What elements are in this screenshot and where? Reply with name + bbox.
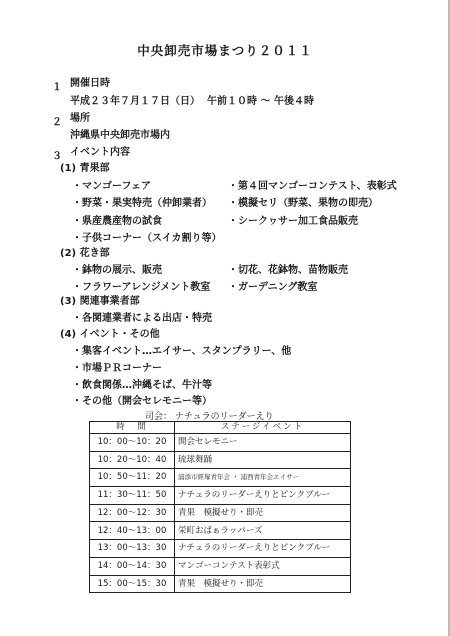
event-time: 午前１０時 〜 午後４時 [207, 96, 314, 107]
list-item: ・第４回マンゴーコンテスト、表彰式 [228, 181, 397, 192]
list-item: ・模擬セリ（野菜、果物の即売） [228, 198, 378, 209]
list-item: ・市場ＰＲコーナー [72, 363, 162, 374]
row-time: 12：00〜12：30 [90, 504, 175, 522]
list-item: ・フラワーアレンジメント教室 [72, 282, 211, 293]
table-row [90, 522, 351, 540]
list-item: ・マンゴーフェア [72, 181, 151, 192]
page-title: 中央卸売市場まつり２０１１ [137, 43, 313, 58]
row-event: ナチュラのリーダーえりとピンクブルー [175, 540, 351, 558]
mc-credit: 司会： ナチュラのリーダーえり [145, 412, 274, 422]
section-number: １ [52, 82, 62, 93]
section-heading-place: 場所 [70, 113, 90, 124]
group-label-flowers: (2) 花き部 [60, 248, 110, 259]
row-time: 13：00〜13：30 [90, 540, 175, 558]
row-event: ナチュラのリーダーえりとピンクブルー [175, 487, 351, 505]
table-row [90, 504, 351, 522]
row-event: 浦添市經塚青年会 ・ 浦西青年会エイサー [175, 469, 351, 487]
row-event: 開会セレモニー [175, 434, 351, 452]
row-event: 青果 模擬せり・即売 [175, 575, 351, 593]
list-item: ・野菜・果実特売（仲卸業者） [72, 198, 212, 209]
event-place: 沖縄県中央卸売市場内 [70, 130, 170, 141]
row-time: 11：30〜11：50 [90, 487, 175, 505]
row-time: 15：00〜15：30 [90, 575, 175, 593]
event-date: 平成２３年７月１７日（日） [70, 96, 200, 107]
section-heading-date: 開催日時 [70, 78, 110, 89]
list-item: ・子供コーナー（スイカ割り等） [72, 233, 222, 244]
header-time: 時 間 [90, 422, 175, 434]
section-heading-events: イベント内容 [70, 147, 130, 158]
group-label-related: (3) 関連事業者部 [60, 296, 140, 307]
row-time: 14：00〜14：30 [90, 557, 175, 575]
table-row [90, 469, 351, 487]
list-item: ・その他（開会セレモニー等） [72, 396, 212, 407]
group-label-produce: (1) 青果部 [60, 163, 110, 174]
group-label-other: (4) イベント・その他 [60, 329, 160, 340]
row-time: 10：20〜10：40 [90, 451, 175, 469]
row-event: マンゴーコンテスト表彰式 [175, 557, 351, 575]
list-item: ・鉢物の展示、販売 [72, 265, 162, 276]
list-item: ・各関連業者による出店・特売 [72, 313, 212, 324]
row-event: 栄町おばぁラッパーズ [175, 522, 351, 540]
list-item: ・県産農産物の試食 [72, 216, 162, 227]
stage-schedule-table [89, 421, 351, 593]
section-number: ３ [52, 151, 62, 162]
section-number: ２ [52, 117, 62, 128]
header-event: ステージイベント [175, 422, 351, 434]
list-item: ・シークヮサー加工食品販売 [228, 216, 358, 227]
list-item: ・飲食関係…沖縄そば、牛汁等 [72, 380, 212, 391]
table-row [90, 575, 351, 593]
table-row [90, 557, 351, 575]
row-time: 10：00〜10：20 [90, 434, 175, 452]
list-item: ・集客イベント…エイサー、スタンプラリー、他 [72, 346, 292, 357]
table-row [90, 434, 351, 452]
table-row [90, 487, 351, 505]
row-event: 青果 模擬せり・即売 [175, 504, 351, 522]
row-time: 10：50〜11：20 [90, 469, 175, 487]
row-time: 12：40〜13：00 [90, 522, 175, 540]
list-item: ・切花、花鉢物、苗物販売 [228, 265, 348, 276]
list-item: ・ガーデニング教室 [228, 282, 318, 293]
row-event: 琉球舞踊 [175, 451, 351, 469]
table-row [90, 540, 351, 558]
table-row [90, 451, 351, 469]
